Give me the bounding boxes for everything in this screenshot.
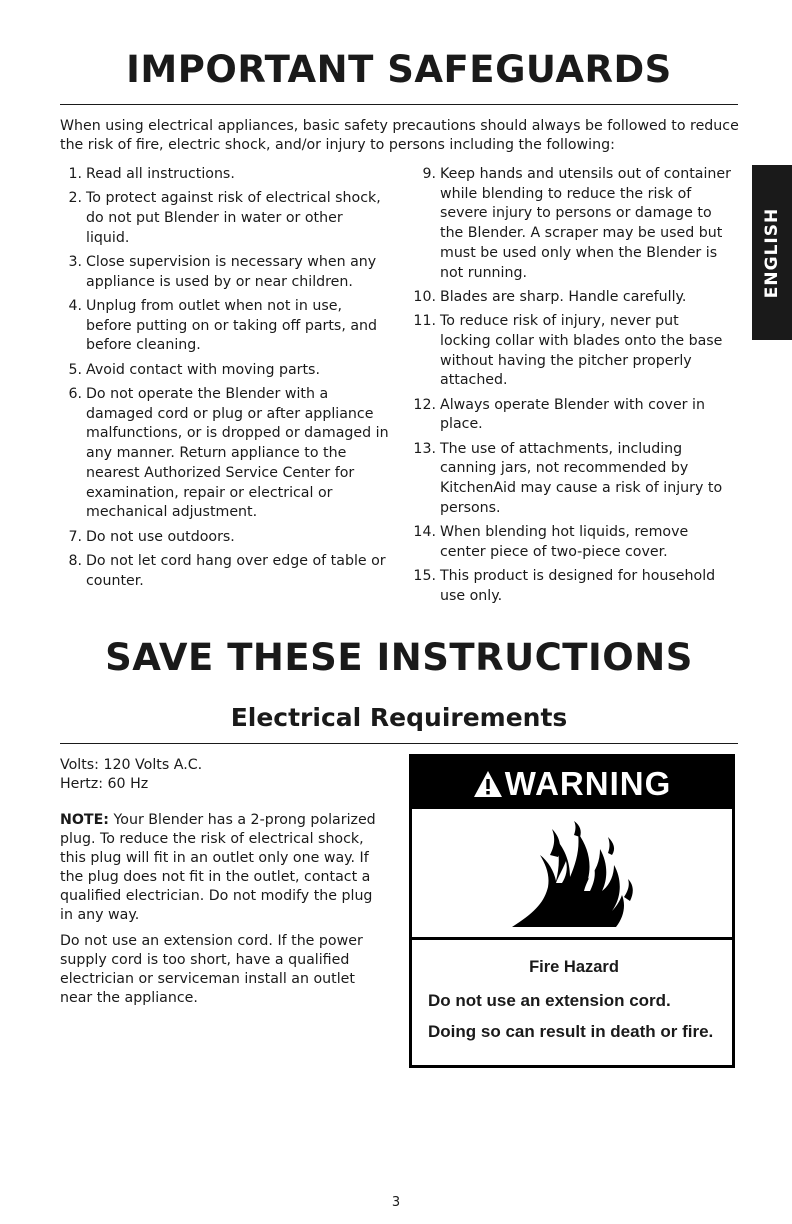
- item-text: Read all instructions.: [86, 166, 235, 182]
- list-item: [396, 312, 732, 391]
- item-number: 6.: [68, 386, 82, 402]
- list-item: [396, 288, 732, 308]
- item-number: 9.: [422, 166, 436, 182]
- list-item: [396, 165, 732, 283]
- item-number: 15.: [413, 567, 436, 584]
- fire-icon: [504, 821, 644, 933]
- language-tab-label: ENGLISH: [762, 207, 782, 298]
- item-number: 12.: [413, 396, 436, 413]
- item-text: Avoid contact with moving parts.: [86, 361, 320, 378]
- list-item: [60, 385, 390, 523]
- item-number: 14.: [413, 523, 436, 540]
- item-text: Blades are sharp. Handle carefully.: [440, 288, 687, 305]
- list-item: [60, 165, 390, 185]
- item-text: This product is designed for household use only.: [440, 567, 716, 604]
- note-label: NOTE:: [60, 812, 109, 828]
- extension-cord-paragraph: Do not use an extension cord. If the power supply cord is too short, have a qualified electrician or serviceman install an outlet near the appliance.: [60, 933, 363, 1006]
- page-title: IMPORTANT SAFEGUARDS: [126, 48, 672, 91]
- item-number: 10.: [413, 288, 436, 305]
- safeguards-list-right: [396, 165, 732, 611]
- item-text: When blending hot liquids, remove center piece of two-piece cover.: [440, 523, 689, 560]
- spacer: [60, 794, 380, 811]
- safeguards-list-left: [60, 165, 390, 596]
- item-number: 1.: [68, 166, 82, 182]
- title-rule: [60, 104, 738, 105]
- warning-line-1: Do not use an extension cord.: [428, 991, 671, 1010]
- warning-title: WARNING: [504, 765, 672, 802]
- item-text: Do not use outdoors.: [86, 528, 235, 545]
- spacer: [60, 925, 380, 932]
- item-text: The use of attachments, including canning jars, not recommended by KitchenAid may cause a risk of injury to persons.: [440, 440, 723, 516]
- item-text: To reduce risk of injury, never put locking collar with blades onto the base without having the pitcher properly attached.: [440, 313, 723, 389]
- item-text: Always operate Blender with cover in place.: [440, 396, 705, 433]
- item-text: Keep hands and utensils out of container while blending to reduce the risk of severe injury to persons or damage to the Blender. A scraper may be used but must be used only when the Blender is not running.: [440, 166, 731, 281]
- warning-text: [428, 957, 720, 1042]
- list-item: [396, 523, 732, 562]
- list-item: [60, 361, 390, 381]
- intro-paragraph: When using electrical appliances, basic safety precautions should always be followed to reduce the risk of fire, electric shock, and/or injury to persons including the following:: [60, 118, 739, 153]
- volts-line: Volts: 120 Volts A.C.: [60, 757, 203, 773]
- note-paragraph: [60, 811, 380, 925]
- item-text: To protect against risk of electrical shock, do not put Blender in water or other liquid.: [86, 190, 381, 246]
- list-item: [396, 567, 732, 606]
- warning-divider: [412, 937, 732, 940]
- electrical-requirements-heading: Electrical Requirements: [230, 703, 568, 732]
- warning-triangle-icon: [473, 769, 503, 799]
- hertz-line: Hertz: 60 Hz: [60, 776, 149, 792]
- list-item: [396, 396, 732, 435]
- list-item: [60, 253, 390, 292]
- hazard-title: Fire Hazard: [529, 958, 619, 976]
- item-number: 2.: [68, 190, 82, 207]
- item-number: 7.: [68, 528, 82, 545]
- section-rule: [60, 743, 738, 744]
- list-item: [60, 297, 390, 356]
- item-number: 8.: [68, 552, 82, 569]
- list-item: [60, 552, 390, 591]
- item-text: Unplug from outlet when not in use, before putting on or taking off parts, and before cleaning.: [86, 298, 378, 354]
- item-number: 3.: [68, 254, 82, 270]
- save-instructions-heading: SAVE THESE INSTRUCTIONS: [105, 636, 693, 679]
- item-number: 5.: [68, 361, 82, 378]
- language-tab: [752, 165, 792, 340]
- note-text: Your Blender has a 2-prong polarized plug. To reduce the risk of electrical shock, this plug will fit in an outlet only one way. If the plug does not fit in the outlet, contact a qualified electrician. Do not modify the plug in any way.: [60, 812, 376, 923]
- item-text: Close supervision is necessary when any appliance is used by or near children.: [86, 254, 377, 290]
- list-item: [396, 440, 732, 519]
- page-number: 3: [391, 1195, 401, 1210]
- list-item: [60, 189, 390, 248]
- item-text: Do not operate the Blender with a damaged cord or plug or after appliance malfunctions, or is dropped or damaged in any manner. Return appliance to the nearest Authorized Service Center for examination, repair or electrical or mechanical adjustment.: [86, 386, 389, 521]
- item-number: 13.: [413, 440, 436, 457]
- item-text: Do not let cord hang over edge of table or counter.: [86, 552, 386, 589]
- electrical-details: [60, 756, 380, 1008]
- item-number: 4.: [68, 298, 82, 314]
- warning-header: [412, 757, 732, 809]
- list-item: [60, 528, 390, 548]
- item-number: 11.: [413, 313, 436, 330]
- warning-line-2: Doing so can result in death or fire.: [428, 1022, 714, 1041]
- warning-box: [409, 754, 735, 1068]
